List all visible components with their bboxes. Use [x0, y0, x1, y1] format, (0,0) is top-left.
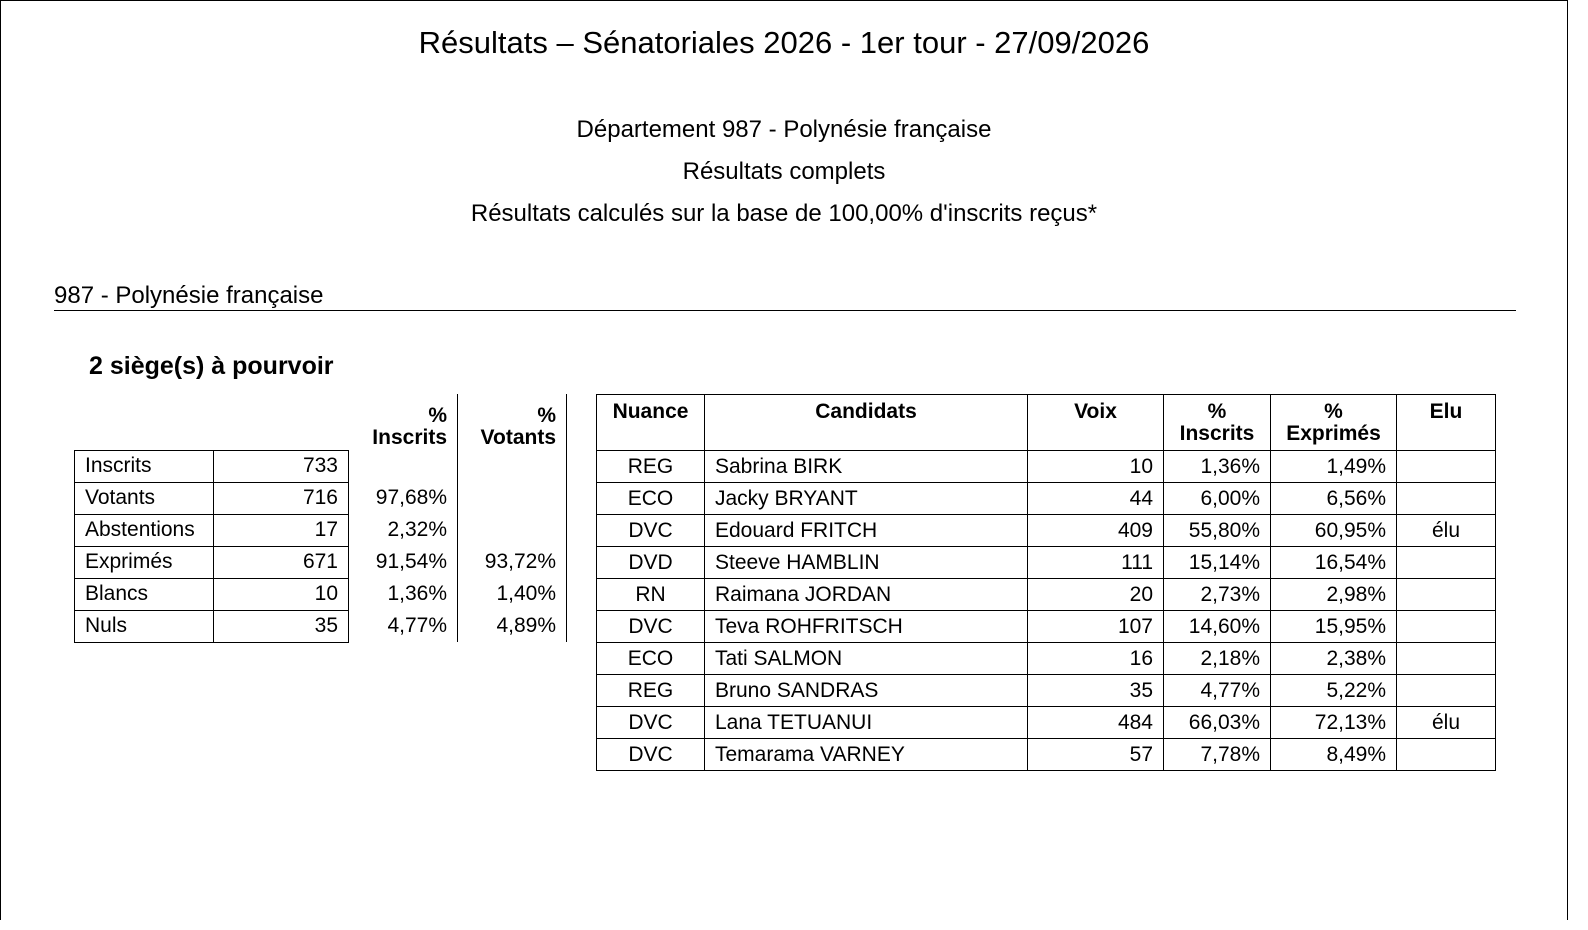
- section-divider: [54, 310, 1516, 311]
- candidate-voix: 44: [1028, 483, 1164, 515]
- candidate-pct-exprimes: 60,95%: [1271, 515, 1397, 547]
- candidate-voix: 57: [1028, 739, 1164, 771]
- candidate-pct-exprimes: 8,49%: [1271, 739, 1397, 771]
- turnout-header-row: [75, 394, 567, 450]
- candidate-name: Tati SALMON: [705, 643, 1028, 675]
- candidate-voix: 20: [1028, 579, 1164, 611]
- turnout-header-blank: [214, 394, 349, 450]
- candidate-row: [597, 739, 1496, 771]
- turnout-pct-inscrits: 1,36%: [349, 578, 458, 610]
- results-basis-note: Résultats calculés sur la base de 100,00% d'inscrits reçus*: [470, 200, 1098, 227]
- turnout-row: [75, 610, 567, 642]
- turnout-row: [75, 514, 567, 546]
- turnout-pct-inscrits: [349, 450, 458, 482]
- candidate-row: [597, 451, 1496, 483]
- turnout-pct-votants: [458, 514, 567, 546]
- candidate-nuance: REG: [597, 675, 705, 707]
- candidate-nuance: ECO: [597, 643, 705, 675]
- results-scope: Résultats complets: [682, 158, 886, 185]
- candidate-name: Steeve HAMBLIN: [705, 547, 1028, 579]
- candidate-row: [597, 483, 1496, 515]
- candidate-pct-inscrits: 2,18%: [1164, 643, 1271, 675]
- candidate-elu: [1397, 643, 1496, 675]
- candidate-voix: 111: [1028, 547, 1164, 579]
- candidate-elu: [1397, 483, 1496, 515]
- header-elu: Elu: [1397, 395, 1496, 451]
- candidate-name: Bruno SANDRAS: [705, 675, 1028, 707]
- candidate-nuance: DVD: [597, 547, 705, 579]
- turnout-count: 10: [214, 578, 349, 610]
- candidate-elu: [1397, 739, 1496, 771]
- turnout-pct-inscrits: 2,32%: [349, 514, 458, 546]
- candidate-elu: élu: [1397, 515, 1496, 547]
- turnout-pct-votants: 4,89%: [458, 610, 567, 642]
- turnout-pct-votants: [458, 450, 567, 482]
- turnout-count: 671: [214, 546, 349, 578]
- candidate-voix: 16: [1028, 643, 1164, 675]
- candidate-pct-inscrits: 14,60%: [1164, 611, 1271, 643]
- turnout-pct-votants: [458, 482, 567, 514]
- department-section-label: 987 - Polynésie française: [54, 282, 324, 309]
- candidate-elu: [1397, 611, 1496, 643]
- candidate-row: [597, 579, 1496, 611]
- candidate-name: Sabrina BIRK: [705, 451, 1028, 483]
- candidate-row: [597, 707, 1496, 739]
- candidate-pct-exprimes: 6,56%: [1271, 483, 1397, 515]
- candidate-pct-inscrits: 2,73%: [1164, 579, 1271, 611]
- candidate-name: Edouard FRITCH: [705, 515, 1028, 547]
- turnout-pct-inscrits: 4,77%: [349, 610, 458, 642]
- candidates-header-row: [597, 395, 1496, 451]
- candidate-pct-inscrits: 66,03%: [1164, 707, 1271, 739]
- candidate-voix: 484: [1028, 707, 1164, 739]
- turnout-label: Inscrits: [75, 450, 214, 482]
- candidate-name: Lana TETUANUI: [705, 707, 1028, 739]
- turnout-header-pct-inscrits: % Inscrits: [349, 394, 458, 450]
- turnout-pct-inscrits: 97,68%: [349, 482, 458, 514]
- candidate-nuance: ECO: [597, 483, 705, 515]
- turnout-label: Nuls: [75, 610, 214, 642]
- turnout-row: [75, 546, 567, 578]
- turnout-pct-votants: 93,72%: [458, 546, 567, 578]
- candidate-voix: 409: [1028, 515, 1164, 547]
- turnout-table: [74, 394, 567, 643]
- candidate-name: Jacky BRYANT: [705, 483, 1028, 515]
- seats-to-fill: 2 siège(s) à pourvoir: [89, 352, 334, 380]
- page-title: Résultats – Sénatoriales 2026 - 1er tour - 27/09/2026: [418, 25, 1150, 60]
- turnout-label: Abstentions: [75, 514, 214, 546]
- candidate-voix: 35: [1028, 675, 1164, 707]
- candidate-voix: 107: [1028, 611, 1164, 643]
- candidate-name: Temarama VARNEY: [705, 739, 1028, 771]
- candidates-table: [596, 394, 1496, 771]
- candidate-row: [597, 643, 1496, 675]
- candidate-row: [597, 675, 1496, 707]
- candidate-row: [597, 611, 1496, 643]
- header-voix: Voix: [1028, 395, 1164, 451]
- header-nuance: Nuance: [597, 395, 705, 451]
- candidate-elu: [1397, 579, 1496, 611]
- candidate-pct-inscrits: 6,00%: [1164, 483, 1271, 515]
- candidate-elu: élu: [1397, 707, 1496, 739]
- candidate-pct-inscrits: 15,14%: [1164, 547, 1271, 579]
- turnout-row: [75, 578, 567, 610]
- turnout-count: 716: [214, 482, 349, 514]
- candidate-nuance: DVC: [597, 739, 705, 771]
- candidate-nuance: DVC: [597, 707, 705, 739]
- candidate-row: [597, 515, 1496, 547]
- candidate-pct-exprimes: 72,13%: [1271, 707, 1397, 739]
- turnout-header-blank: [75, 394, 214, 450]
- candidate-name: Raimana JORDAN: [705, 579, 1028, 611]
- candidate-pct-exprimes: 2,38%: [1271, 643, 1397, 675]
- candidate-pct-inscrits: 4,77%: [1164, 675, 1271, 707]
- turnout-pct-votants: 1,40%: [458, 578, 567, 610]
- candidate-elu: [1397, 675, 1496, 707]
- turnout-label: Exprimés: [75, 546, 214, 578]
- candidate-pct-exprimes: 2,98%: [1271, 579, 1397, 611]
- header-pct-exprimes: % Exprimés: [1271, 395, 1397, 451]
- candidate-nuance: RN: [597, 579, 705, 611]
- department-heading: Département 987 - Polynésie française: [576, 116, 992, 143]
- turnout-count: 35: [214, 610, 349, 642]
- candidate-pct-inscrits: 1,36%: [1164, 451, 1271, 483]
- candidate-pct-exprimes: 16,54%: [1271, 547, 1397, 579]
- turnout-count: 17: [214, 514, 349, 546]
- turnout-row: [75, 450, 567, 482]
- turnout-header-pct-votants: % Votants: [458, 394, 567, 450]
- candidate-nuance: DVC: [597, 515, 705, 547]
- header-candidats: Candidats: [705, 395, 1028, 451]
- turnout-count: 733: [214, 450, 349, 482]
- turnout-label: Blancs: [75, 578, 214, 610]
- candidate-nuance: DVC: [597, 611, 705, 643]
- candidate-voix: 10: [1028, 451, 1164, 483]
- candidate-row: [597, 547, 1496, 579]
- candidate-pct-exprimes: 15,95%: [1271, 611, 1397, 643]
- candidate-name: Teva ROHFRITSCH: [705, 611, 1028, 643]
- turnout-row: [75, 482, 567, 514]
- candidate-elu: [1397, 547, 1496, 579]
- candidate-pct-inscrits: 55,80%: [1164, 515, 1271, 547]
- candidate-elu: [1397, 451, 1496, 483]
- candidate-nuance: REG: [597, 451, 705, 483]
- turnout-pct-inscrits: 91,54%: [349, 546, 458, 578]
- candidate-pct-exprimes: 1,49%: [1271, 451, 1397, 483]
- candidate-pct-inscrits: 7,78%: [1164, 739, 1271, 771]
- turnout-label: Votants: [75, 482, 214, 514]
- header-pct-inscrits: % Inscrits: [1164, 395, 1271, 451]
- candidate-pct-exprimes: 5,22%: [1271, 675, 1397, 707]
